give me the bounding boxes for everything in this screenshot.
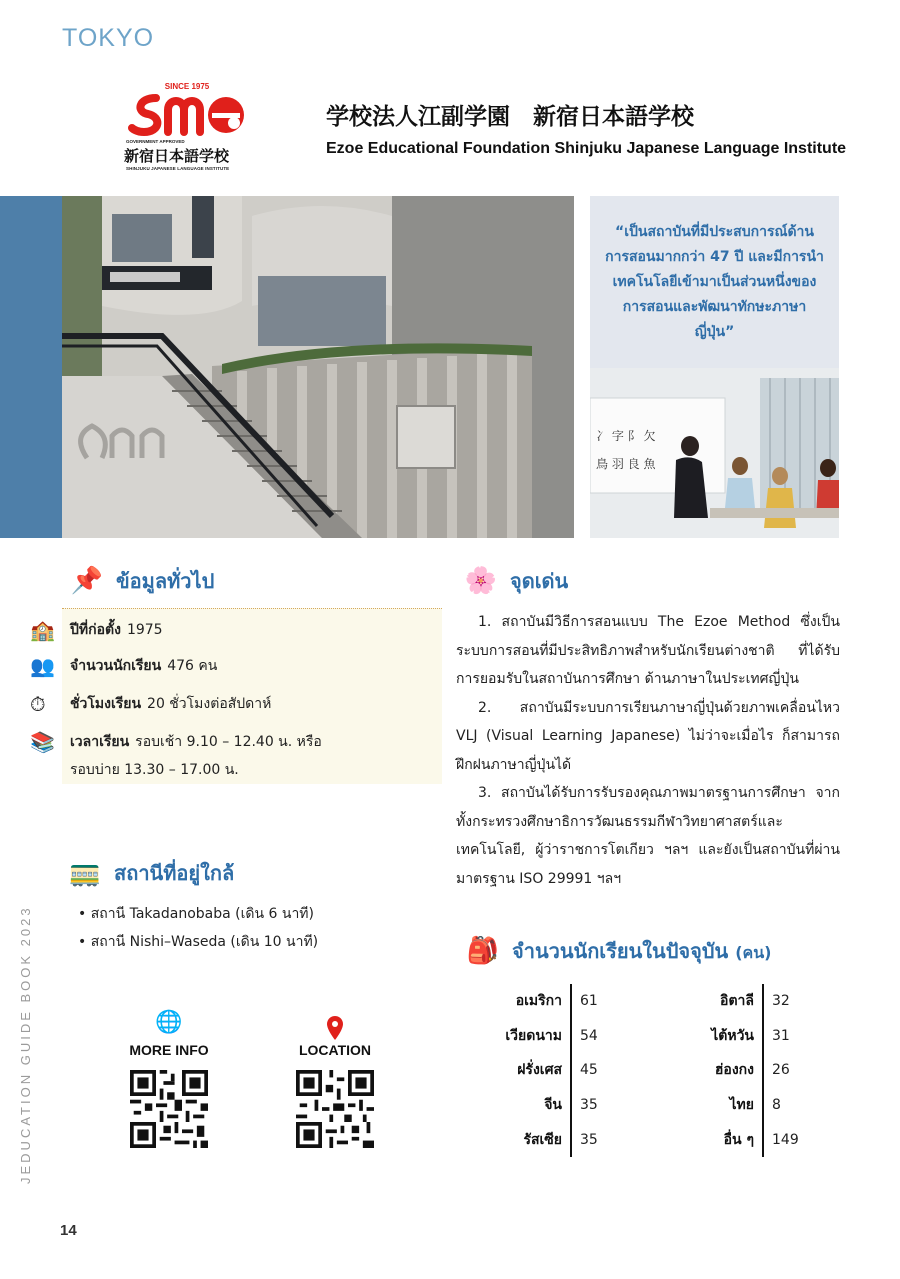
general-info-title: ข้อมูลทั่วไป <box>116 569 215 593</box>
country-count: 149 <box>772 1131 799 1148</box>
highlights-body <box>456 608 840 893</box>
logo-name-en: SHINJUKU JAPANESE LANGUAGE INSTITUTE <box>126 166 230 171</box>
location-qr-code[interactable] <box>296 1070 374 1148</box>
people-icon: 👥 <box>30 654 55 678</box>
schedule-value: รอบเช้า 9.10 – 12.40 น. หรือ รอบบ่าย 13.30 – 17.00 น. <box>70 734 322 778</box>
country-name: ฝรั่งเศส <box>517 1062 562 1079</box>
more-info-qr-code[interactable] <box>130 1070 208 1148</box>
pushpin-icon: 📌 <box>70 566 104 596</box>
quote-box <box>590 196 839 368</box>
country-name: รัสเซีย <box>523 1131 562 1148</box>
school-icon: 🏫 <box>30 618 55 642</box>
page-number: 14 <box>60 1222 77 1239</box>
highlights-title: จุดเด่น <box>510 569 569 593</box>
guidebook-vertical-label: JEDUCATION GUIDE BOOK 2023 <box>18 905 33 1184</box>
students-table-right <box>652 984 834 1157</box>
tram-icon: 🚃 <box>68 858 102 888</box>
sjs-logo-mark <box>128 92 246 138</box>
country-name: จีน <box>544 1097 562 1114</box>
globe-icon: 🌐 <box>155 1009 183 1035</box>
map-pin-icon <box>270 1008 400 1036</box>
svg-text:鳥 羽 良 魚: 鳥 羽 良 魚 <box>596 457 656 471</box>
country-count: 61 <box>580 993 598 1010</box>
building-photo <box>62 196 574 538</box>
country-count: 26 <box>772 1062 790 1079</box>
school-title-en: Ezoe Educational Foundation Shinjuku Japanese Language Institute <box>326 140 847 157</box>
country-name: อเมริกา <box>515 993 562 1010</box>
students-title <box>512 935 771 967</box>
hours-value: 20 ชั่วโมงต่อสัปดาห์ <box>147 696 272 712</box>
logo-name-jp: 新宿日本語学校 <box>124 147 230 165</box>
students-heading <box>466 934 771 968</box>
school-title-jp: 学校法人江副学園 新宿日本語学校 <box>326 104 694 130</box>
hours-label: ชั่วโมงเรียน <box>70 696 142 712</box>
more-info-block[interactable] <box>104 1008 234 1148</box>
highlight-item: 2. สถาบันมีระบบการเรียนภาษาญี่ปุ่นด้วยภาพเคลื่อนไหว VLJ (Visual Learning Japanese) ไม่ว่าจะเมื่อไร ก็สามารถฝึกฝนภาษาญี่ปุ่นได้ <box>456 699 840 773</box>
location-block[interactable] <box>270 1008 400 1148</box>
logo-since: SINCE 1975 <box>164 82 210 91</box>
station-item: • สถานี Takadanobaba (เดิน 6 นาที) <box>78 900 318 928</box>
founded-label: ปีที่ก่อตั้ง <box>70 622 121 638</box>
country-count: 54 <box>580 1027 598 1044</box>
schedule-label: เวลาเรียน <box>70 734 130 750</box>
students-row <box>30 652 370 680</box>
books-icon: 📚 <box>30 730 55 754</box>
students-table-left <box>460 984 642 1157</box>
country-name: ไต้หวัน <box>711 1027 754 1044</box>
country-count: 45 <box>580 1062 598 1079</box>
stopwatch-icon: ⏱ <box>30 692 46 716</box>
highlights-heading <box>464 564 568 598</box>
schedule-row <box>30 728 330 784</box>
school-logo <box>124 82 250 182</box>
backpack-icon: 🎒 <box>466 936 500 966</box>
quote-text: “เป็นสถาบันที่มีประสบการณ์ด้านการสอนมากกว่า 47 ปี และมีการนำเทคโนโลยีเข้ามาเป็นส่วนหนึ่งของการสอนและพัฒนาทักษะภาษาญี่ปุ่น” <box>605 223 824 340</box>
stations-heading <box>68 856 234 890</box>
location-label: LOCATION <box>298 1042 372 1058</box>
highlight-item: 1. สถาบันมีวิธีการสอนแบบ The Ezoe Method ซึ่งเป็นระบบการสอนที่มีประสิทธิภาพสำหรับนักเรียนต่างชาติ ที่ได้รับการยอมรับในสถาบันการศึกษา ด้านภาษาในประเทศญี่ปุ่น <box>456 614 840 687</box>
info-box-rule <box>62 608 442 609</box>
more-info-label: MORE INFO <box>129 1042 209 1058</box>
hours-row <box>30 690 370 718</box>
logo-approved: GOVERNMENT APPROVED <box>126 139 185 144</box>
students-label: จำนวนนักเรียน <box>70 658 162 674</box>
stations-list <box>78 900 318 956</box>
svg-text:冫 字 阝 欠: 冫 字 阝 欠 <box>596 429 656 443</box>
country-name: อื่น ๆ <box>723 1131 754 1148</box>
country-count: 8 <box>772 1097 781 1114</box>
students-unit: (คน) <box>735 943 772 962</box>
city-label: TOKYO <box>62 24 155 52</box>
station-item: • สถานี Nishi–Waseda (เดิน 10 นาที) <box>78 928 318 956</box>
country-count: 31 <box>772 1027 790 1044</box>
country-name: ฮ่องกง <box>714 1062 754 1079</box>
classroom-photo <box>590 368 839 538</box>
general-info-heading <box>70 564 214 598</box>
students-value: 476 คน <box>167 658 218 674</box>
country-count: 35 <box>580 1131 598 1148</box>
country-count: 32 <box>772 993 790 1010</box>
side-accent-bar <box>0 196 62 538</box>
country-name: เวียดนาม <box>505 1027 562 1044</box>
founded-row <box>30 616 370 644</box>
stations-title: สถานีที่อยู่ใกล้ <box>114 861 235 885</box>
highlight-item: 3. สถาบันได้รับการรับรองคุณภาพมาตรฐานการศึกษา จากทั้งกระทรวงศึกษาธิการวัฒนธรรมกีฬาวิทยาศาสตร์และเทคโนโลยี, ผู้ว่าราชการโตเกียว ฯลฯ และยังเป็นสถาบันที่ผ่านมาตรฐาน ISO 29991 ฯลฯ <box>456 785 840 887</box>
country-name: ไทย <box>729 1097 754 1114</box>
flower-icon: 🌸 <box>464 566 498 596</box>
country-count: 35 <box>580 1097 598 1114</box>
students-title-text: จำนวนนักเรียนในปัจจุบัน <box>512 939 729 963</box>
founded-value: 1975 <box>126 622 163 638</box>
country-name: อิตาลี <box>720 993 754 1010</box>
